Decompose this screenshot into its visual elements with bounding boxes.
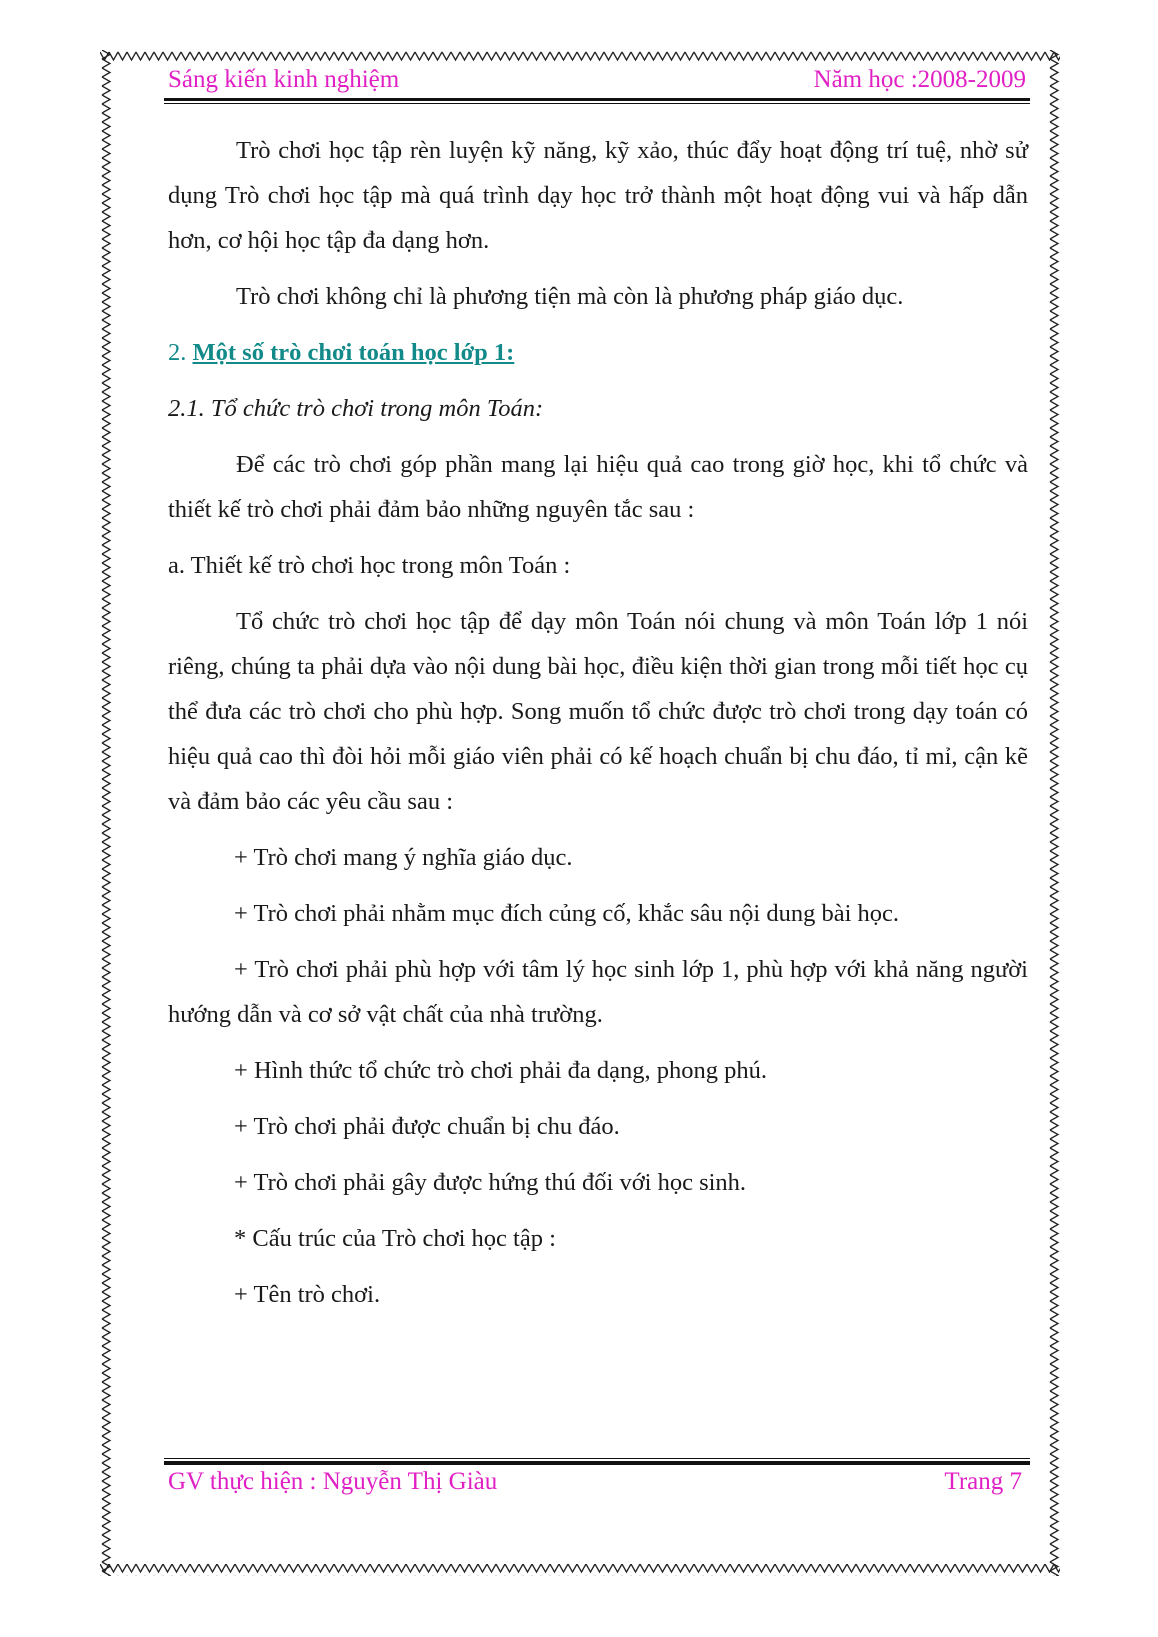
section-number: 2. xyxy=(168,339,187,366)
header-divider xyxy=(164,98,1030,105)
list-item: + Trò chơi phải phù hợp với tâm lý học sinh lớp 1, phù hợp với khả năng người hướng dẫn và cơ sở vật chất của nhà trường. xyxy=(168,956,1028,1028)
header-title: Sáng kiến kinh nghiệm xyxy=(168,66,400,93)
structure-heading: * Cấu trúc của Trò chơi học tập : xyxy=(234,1225,556,1252)
footer-author: GV thực hiện : Nguyễn Thị Giàu xyxy=(168,1468,498,1495)
list-item: + Hình thức tổ chức trò chơi phải đa dạng, phong phú. xyxy=(234,1057,768,1084)
header-school-year: Năm học :2008-2009 xyxy=(813,66,1026,93)
subsection-heading: 2.1. Tổ chức trò chơi trong môn Toán: xyxy=(168,395,544,422)
page-number: Trang 7 xyxy=(944,1468,1022,1495)
paragraph-organization: Tổ chức trò chơi học tập để dạy môn Toán nói chung và môn Toán lớp 1 nói riêng, chúng ta phải dựa vào nội dung bài học, điều kiện thời gian trong mỗi tiết học cụ thể đưa các trò chơi cho phù hợp. Song muốn tổ chức được trò chơi trong dạy toán có hiệu quả cao thì đòi hỏi mỗi giáo viên phải có kế hoạch chuẩn bị chu đáo, tỉ mỉ, cận kẽ và đảm bảo các yêu cầu sau : xyxy=(168,608,1028,815)
document-body xyxy=(168,128,1028,1328)
list-item: + Trò chơi phải gây được hứng thú đối với học sinh. xyxy=(234,1169,747,1196)
page-footer xyxy=(168,1468,1022,1502)
section-heading xyxy=(168,330,1028,375)
paragraph-principles: Để các trò chơi góp phần mang lại hiệu quả cao trong giờ học, khi tổ chức và thiết kế trò chơi phải đảm bảo những nguyên tắc sau : xyxy=(168,451,1028,523)
list-item: + Trò chơi phải được chuẩn bị chu đáo. xyxy=(234,1113,620,1140)
paragraph-method: Trò chơi không chỉ là phương tiện mà còn là phương pháp giáo dục. xyxy=(236,283,904,310)
paragraph-intro: Trò chơi học tập rèn luyện kỹ năng, kỹ xảo, thúc đẩy hoạt động trí tuệ, nhờ sử dụng Trò chơi học tập mà quá trình dạy học trở thành một hoạt động vui và hấp dẫn hơn, cơ hội học tập đa dạng hơn. xyxy=(168,137,1028,254)
footer-divider xyxy=(164,1458,1030,1466)
section-title: Một số trò chơi toán học lớp 1: xyxy=(192,339,515,366)
paragraph-design-heading: a. Thiết kế trò chơi học trong môn Toán : xyxy=(168,552,571,579)
list-item: + Tên trò chơi. xyxy=(234,1281,381,1308)
page-header xyxy=(168,66,1026,100)
list-item: + Trò chơi phải nhằm mục đích củng cố, khắc sâu nội dung bài học. xyxy=(234,900,900,927)
list-item: + Trò chơi mang ý nghĩa giáo dục. xyxy=(234,844,573,871)
